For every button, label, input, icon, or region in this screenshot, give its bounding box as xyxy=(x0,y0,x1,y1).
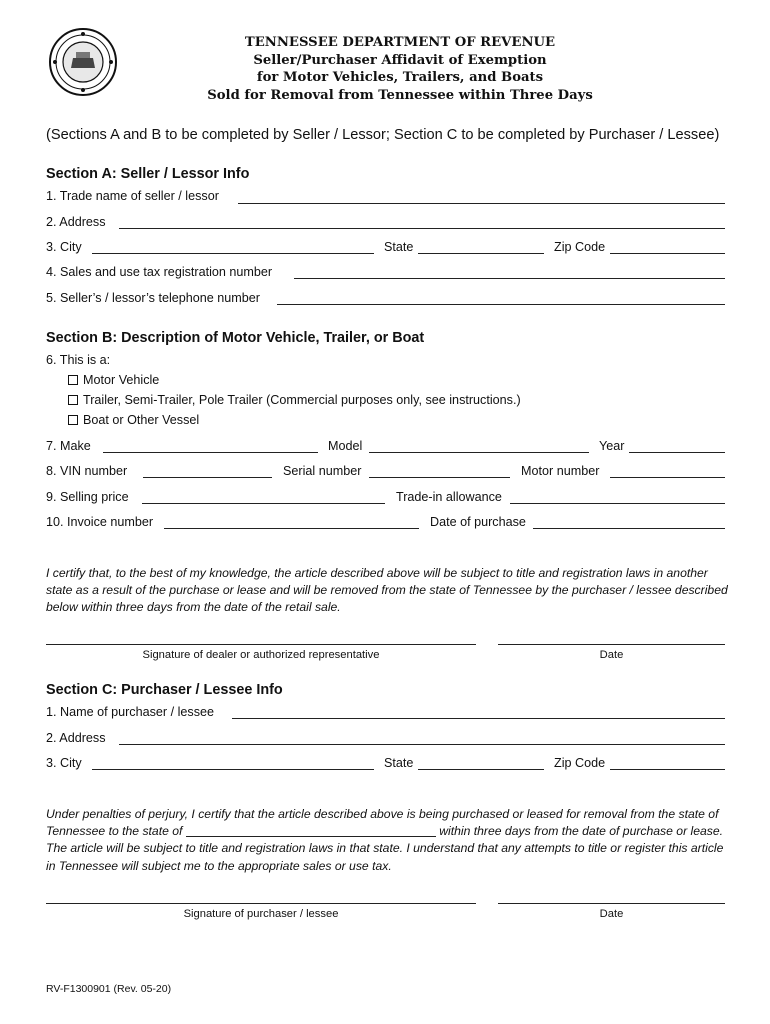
tax-reg-label: 4. Sales and use tax registration number xyxy=(46,265,273,279)
dealer-date-label: Date xyxy=(599,649,624,661)
section-b-heading: Section B: Description of Motor Vehicle, Trailer, or Boat xyxy=(46,330,425,346)
purchaser-state-label: State xyxy=(384,756,414,770)
purchaser-name-field[interactable] xyxy=(232,718,725,719)
purchaser-zip-field[interactable] xyxy=(610,769,725,770)
year-field[interactable] xyxy=(629,452,725,453)
model-field[interactable] xyxy=(369,452,589,453)
section-c-heading: Section C: Purchaser / Lessee Info xyxy=(46,682,283,698)
trade-name-field[interactable] xyxy=(238,203,725,204)
section-a-heading: Section A: Seller / Lessor Info xyxy=(46,166,250,182)
state-field[interactable] xyxy=(418,253,544,254)
phone-label: 5. Seller’s / lessor’s telephone number xyxy=(46,291,260,305)
motor-label: Motor number xyxy=(521,464,600,478)
purchaser-date-label: Date xyxy=(599,908,624,920)
invoice-field[interactable] xyxy=(164,528,419,529)
option-boat[interactable]: Boat or Other Vessel xyxy=(68,412,199,428)
purchaser-address-field[interactable] xyxy=(119,744,725,745)
this-is-label: 6. This is a: xyxy=(46,353,111,367)
purchaser-name-label: 1. Name of purchaser / lessee xyxy=(46,705,214,719)
tradein-label: Trade-in allowance xyxy=(396,490,502,504)
option-trailer[interactable]: Trailer, Semi-Trailer, Pole Trailer (Commercial purposes only, see instructions.) xyxy=(68,392,521,408)
address-field[interactable] xyxy=(119,228,725,229)
state-seal xyxy=(49,28,117,96)
serial-label: Serial number xyxy=(283,464,362,478)
destination-state-field[interactable] xyxy=(186,824,436,837)
purchaser-zip-label: Zip Code xyxy=(554,756,606,770)
option-motor-vehicle[interactable]: Motor Vehicle xyxy=(68,372,159,388)
purchaser-city-label: 3. City xyxy=(46,756,82,770)
purchaser-date-field[interactable] xyxy=(498,903,725,904)
year-label: Year xyxy=(599,439,625,453)
purchaser-state-field[interactable] xyxy=(418,769,544,770)
date-purchase-field[interactable] xyxy=(533,528,725,529)
date-purchase-label: Date of purchase xyxy=(430,515,526,529)
trade-name-label: 1. Trade name of seller / lessor xyxy=(46,189,219,203)
intro-text: (Sections A and B to be completed by Seller / Lessor; Section C to be completed by Purchaser / Lessee) xyxy=(46,127,720,143)
motor-field[interactable] xyxy=(610,477,725,478)
motor-vehicle-checkbox[interactable] xyxy=(68,375,78,385)
dealer-signature-field[interactable] xyxy=(46,644,476,645)
purchaser-certification: Under penalties of perjury, I certify that the article described above is being purchased or leased for removal from the state of Tennessee to the state of within three days from the date of purchase or lease. The article will be subject to title and registration laws in that state. I understand that any attempts to title or register this article in Tennessee will subject me to the appropriate sales or use tax. xyxy=(46,807,724,873)
city-label: 3. City xyxy=(46,240,82,254)
form-number: RV-F1300901 (Rev. 05-20) xyxy=(46,983,172,995)
phone-field[interactable] xyxy=(277,304,725,305)
seller-certification: I certify that, to the best of my knowledge, the article described above will be subject to title and registration laws in another state as a result of the purchase or lease and will be removed from the state of Tennessee by the purchaser / lessee described below within three days from the date of the retail sale. xyxy=(46,566,728,615)
city-field[interactable] xyxy=(92,253,374,254)
make-label: 7. Make xyxy=(46,439,91,453)
purchaser-signature-label: Signature of purchaser / lessee xyxy=(183,908,339,920)
purchaser-city-field[interactable] xyxy=(92,769,374,770)
purchaser-signature-field[interactable] xyxy=(46,903,476,904)
tax-reg-field[interactable] xyxy=(294,278,725,279)
price-label: 9. Selling price xyxy=(46,490,129,504)
zip-field[interactable] xyxy=(610,253,725,254)
title-line-1: Seller/Purchaser Affidavit of Exemption xyxy=(253,52,547,68)
serial-field[interactable] xyxy=(369,477,510,478)
boat-checkbox[interactable] xyxy=(68,415,78,425)
department-name: TENNESSEE DEPARTMENT OF REVENUE xyxy=(244,35,556,50)
price-field[interactable] xyxy=(142,503,385,504)
form-title xyxy=(130,34,670,104)
make-field[interactable] xyxy=(103,452,318,453)
dealer-signature-label: Signature of dealer or authorized representative xyxy=(142,649,380,661)
title-line-3: Sold for Removal from Tennessee within Three Days xyxy=(207,87,593,103)
purchaser-address-label: 2. Address xyxy=(46,731,106,745)
title-line-2: for Motor Vehicles, Trailers, and Boats xyxy=(256,70,544,85)
model-label: Model xyxy=(328,439,363,453)
vin-label: 8. VIN number xyxy=(46,464,128,478)
address-label: 2. Address xyxy=(46,215,106,229)
tradein-field[interactable] xyxy=(510,503,725,504)
dealer-date-field[interactable] xyxy=(498,644,725,645)
state-label: State xyxy=(384,240,414,254)
vin-field[interactable] xyxy=(143,477,272,478)
trailer-checkbox[interactable] xyxy=(68,395,78,405)
zip-label: Zip Code xyxy=(554,240,606,254)
invoice-label: 10. Invoice number xyxy=(46,515,154,529)
